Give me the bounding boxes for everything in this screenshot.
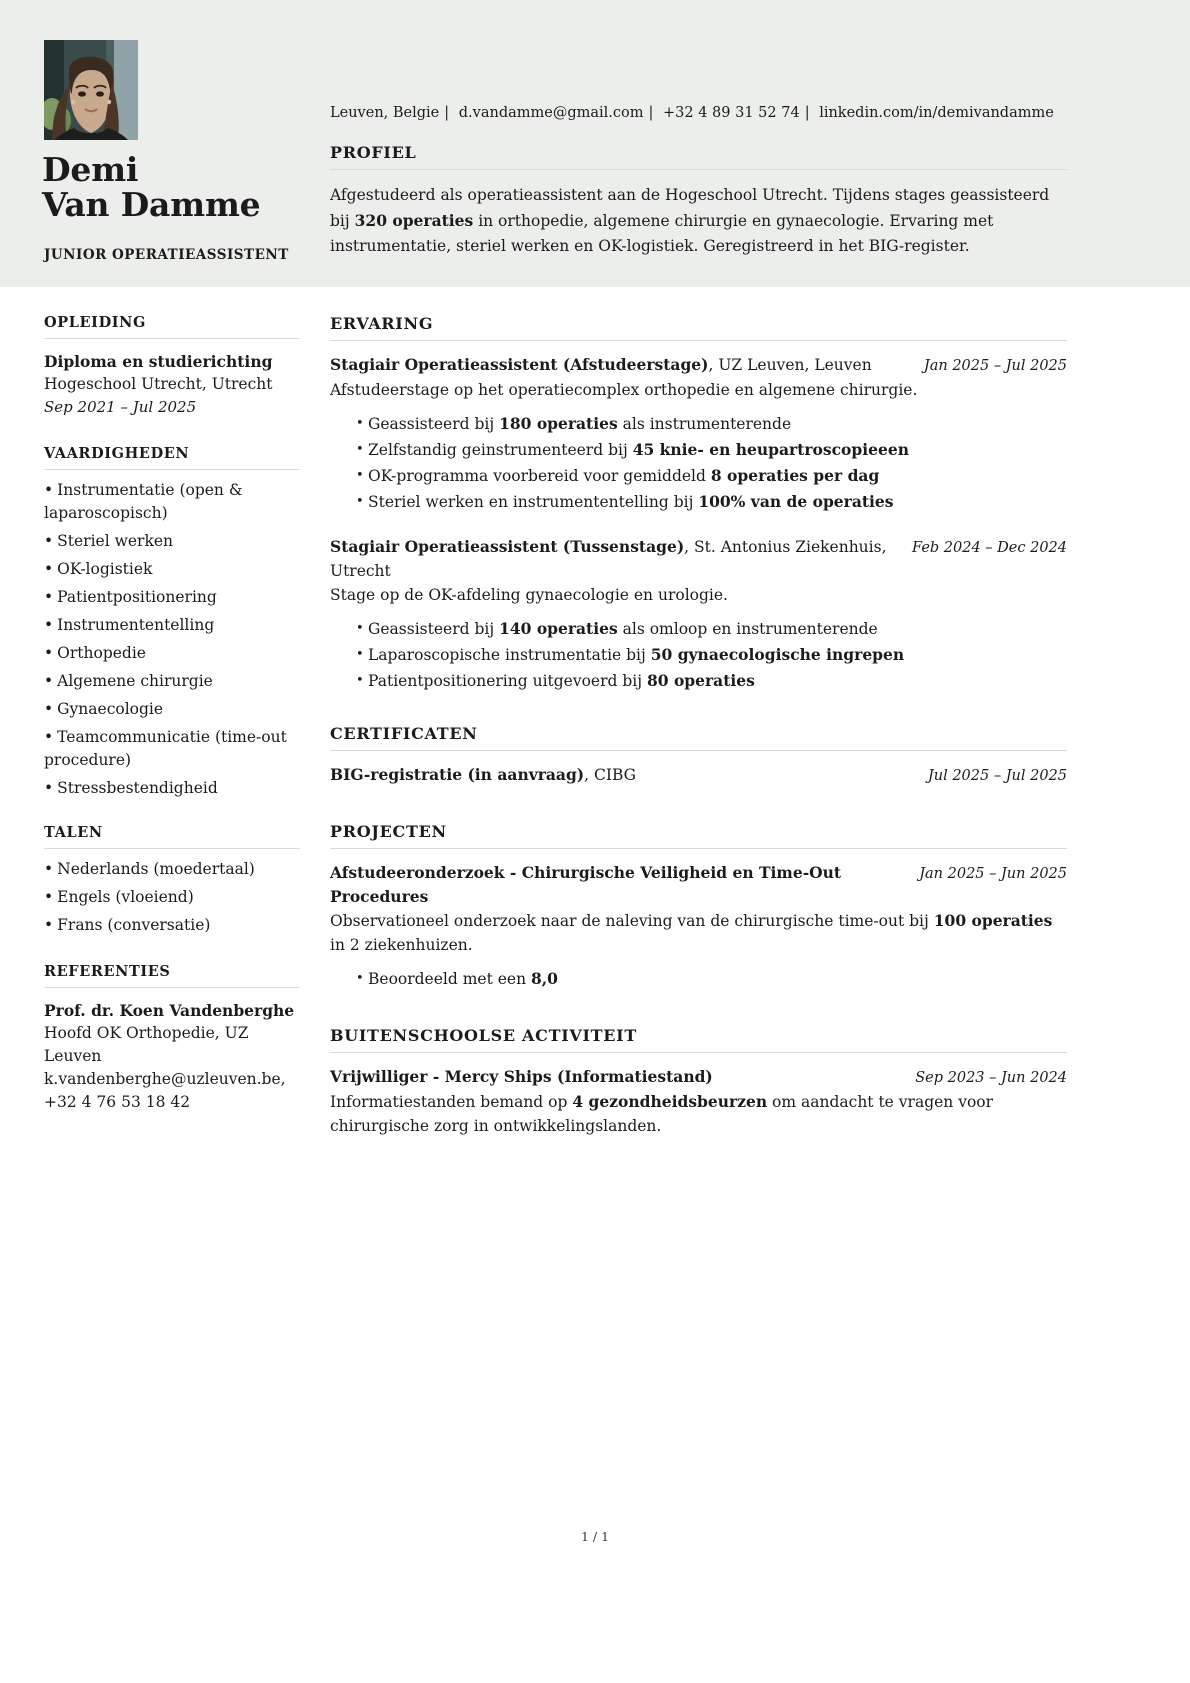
page-footer: 1 / 1	[580, 1529, 610, 1544]
list-item	[356, 489, 1067, 515]
skill-label: Instrumententelling	[57, 616, 215, 634]
entry-title-line	[330, 763, 928, 787]
bullet-pre: Patientpositionering uitgevoerd bij	[368, 672, 647, 690]
list-item	[356, 668, 1067, 694]
list-item	[356, 437, 1067, 463]
entry-title-line	[330, 535, 912, 583]
list-item	[356, 966, 1067, 992]
bullet-icon: •	[44, 779, 54, 797]
bullet-pre: Geassisteerd bij	[368, 415, 500, 433]
experience-title: Stagiair Operatieassistent (Afstudeerstage)	[330, 355, 709, 374]
language-label: Frans (conversatie)	[57, 916, 211, 934]
section-heading-buitenschools: BUITENSCHOOLSE ACTIVITEIT	[330, 1026, 637, 1045]
contact-separator-3: |	[804, 105, 810, 121]
experience-date: Jan 2025 – Jul 2025	[923, 358, 1067, 374]
bullet-icon: •	[44, 588, 54, 606]
section-heading-vaardigheden: VAARDIGHEDEN	[44, 445, 190, 462]
section-divider	[44, 338, 300, 339]
certificate-issuer: , CIBG	[584, 766, 637, 784]
entry-header	[330, 763, 1067, 788]
section-heading-opleiding: OPLEIDING	[44, 314, 146, 331]
bullet-pre: Zelfstandig geinstrumenteerd bij	[368, 441, 633, 459]
activity-description	[330, 1090, 1067, 1138]
reference-contact: k.vandenberghe@uzleuven.be, +32 4 76 53 18 42	[44, 1070, 286, 1111]
project-description	[330, 909, 1067, 957]
section-profiel	[330, 143, 1067, 259]
project-bullets	[330, 966, 1067, 992]
bullet-highlight: 80 operaties	[646, 671, 755, 690]
experience-company: , UZ Leuven, Leuven	[708, 356, 872, 374]
project-desc-pre: Observationeel onderzoek naar de naleving van de chirurgische time-out bij	[330, 912, 934, 930]
list-item	[44, 479, 300, 525]
section-opleiding	[44, 314, 300, 419]
avatar	[44, 40, 138, 140]
bullet-pre: Geassisteerd bij	[368, 620, 500, 638]
profiel-text-part2: in orthopedie, algemene chirurgie en gynaecologie. Ervaring met instrumentatie, steriel werken en OK-logistiek. Geregistreerd in het BIG-register.	[330, 212, 994, 255]
section-heading-certificaten: CERTIFICATEN	[330, 724, 478, 743]
bullet-highlight: 140 operaties	[499, 619, 618, 638]
list-item	[44, 670, 300, 693]
bullet-post: als omloop en instrumenterende	[617, 620, 878, 638]
project-desc-post: in 2 ziekenhuizen.	[330, 936, 473, 954]
section-divider	[44, 469, 300, 470]
list-item	[44, 642, 300, 665]
language-label: Nederlands (moedertaal)	[57, 860, 255, 878]
sidebar	[44, 314, 300, 1140]
experience-entry	[330, 353, 1067, 515]
bullet-icon: •	[44, 672, 54, 690]
list-item	[44, 614, 300, 637]
section-ervaring	[330, 314, 1067, 694]
section-divider	[330, 340, 1067, 341]
list-item	[44, 558, 300, 581]
section-heading-profiel: PROFIEL	[330, 143, 417, 162]
experience-bullets	[330, 616, 1067, 694]
bullet-pre: Beoordeeld met een	[368, 970, 531, 988]
first-name: Demi	[42, 150, 139, 189]
bullet-icon: •	[44, 616, 54, 634]
reference-name: Prof. dr. Koen Vandenberghe	[44, 1001, 295, 1020]
bullet-pre: Laparoscopische instrumentatie bij	[368, 646, 651, 664]
skill-label: Algemene chirurgie	[57, 672, 213, 690]
bullet-icon: •	[44, 860, 54, 878]
activity-desc-post: om aandacht te vragen voor chirurgische zorg in ontwikkelingslanden.	[330, 1093, 994, 1135]
bullet-highlight: 8,0	[531, 969, 558, 988]
bullet-icon: •	[44, 644, 54, 662]
entry-spacer	[330, 519, 1067, 535]
list-item	[44, 698, 300, 721]
bullet-icon: •	[44, 532, 54, 550]
experience-title: Stagiair Operatieassistent (Tussenstage)	[330, 537, 685, 556]
skills-list	[44, 479, 300, 800]
contact-phone[interactable]: +32 4 89 31 52 74	[663, 105, 800, 121]
section-heading-referenties: REFERENTIES	[44, 963, 171, 980]
list-item	[44, 586, 300, 609]
section-referenties	[44, 963, 300, 1114]
section-heading-talen: TALEN	[44, 824, 103, 841]
list-item	[44, 530, 300, 553]
bullet-icon: •	[44, 700, 54, 718]
section-heading-projecten: PROJECTEN	[330, 822, 447, 841]
entry-title-line	[330, 353, 924, 377]
reference-position: Hoofd OK Orthopedie, UZ Leuven	[44, 1024, 249, 1065]
section-divider	[44, 848, 300, 849]
entry-title-line	[330, 1065, 915, 1089]
contact-line	[330, 104, 1070, 122]
certificate-entry	[330, 763, 1067, 788]
list-item	[44, 726, 300, 772]
page-title	[42, 152, 342, 222]
bullet-highlight: 100% van de operaties	[698, 492, 894, 511]
experience-date: Feb 2024 – Dec 2024	[912, 540, 1067, 556]
bullet-icon: •	[44, 916, 54, 934]
job-role: JUNIOR OPERATIEASSISTENT	[44, 247, 289, 263]
bullet-highlight: 45 knie- en heupartroscopieeen	[632, 440, 909, 459]
certificate-title: BIG-registratie (in aanvraag)	[330, 765, 585, 784]
experience-entry	[330, 535, 1067, 694]
bullet-post: als instrumenterende	[617, 415, 792, 433]
skill-label: Steriel werken	[57, 532, 173, 550]
list-item	[44, 858, 300, 881]
bullet-highlight: 8 operaties per dag	[710, 466, 880, 485]
main-column	[330, 314, 1067, 1168]
skill-label: OK-logistiek	[57, 560, 153, 578]
section-buitenschoolse-activiteit	[330, 1026, 1067, 1138]
bullet-highlight: 180 operaties	[499, 414, 618, 433]
list-item	[44, 914, 300, 937]
entry-header	[330, 353, 1067, 378]
activity-desc-pre: Informatiestanden bemand op	[330, 1093, 573, 1111]
bullet-highlight: 50 gynaecologische ingrepen	[650, 645, 905, 664]
section-vaardigheden	[44, 445, 300, 800]
section-talen	[44, 824, 300, 937]
project-entry	[330, 861, 1067, 992]
skill-label: Stressbestendigheid	[57, 779, 218, 797]
languages-list	[44, 858, 300, 937]
bullet-icon: •	[44, 481, 54, 499]
experience-description: Afstudeerstage op het operatiecomplex orthopedie en algemene chirurgie.	[330, 381, 918, 399]
skill-label: Patientpositionering	[57, 588, 217, 606]
project-desc-highlight: 100 operaties	[933, 911, 1053, 930]
certificate-date: Jul 2025 – Jul 2025	[927, 768, 1067, 784]
profiel-highlight: 320 operaties	[354, 211, 474, 230]
activity-title: Vrijwilliger - Mercy Ships (Informatiestand)	[330, 1067, 713, 1086]
contact-location: Leuven, Belgie	[330, 105, 440, 121]
activity-date: Sep 2023 – Jun 2024	[915, 1070, 1067, 1086]
list-item	[356, 642, 1067, 668]
list-item	[356, 411, 1067, 437]
bullet-pre: Steriel werken en instrumententelling bij	[368, 493, 699, 511]
entry-header	[330, 535, 1067, 583]
section-divider	[330, 848, 1067, 849]
section-divider	[44, 987, 300, 988]
skill-label: Teamcommunicatie (time-out procedure)	[44, 728, 287, 769]
activity-entry	[330, 1065, 1067, 1138]
bullet-icon: •	[44, 560, 54, 578]
education-title: Diploma en studierichting	[44, 352, 273, 371]
section-divider	[330, 169, 1067, 170]
skill-label: Orthopedie	[57, 644, 146, 662]
last-name: Van Damme	[42, 185, 261, 224]
skill-label: Instrumentatie (open & laparoscopisch)	[44, 481, 243, 522]
section-divider	[330, 750, 1067, 751]
project-date: Jan 2025 – Jun 2025	[919, 866, 1067, 882]
list-item	[44, 777, 300, 800]
education-institution: Hogeschool Utrecht, Utrecht	[44, 375, 273, 393]
list-item	[356, 463, 1067, 489]
skill-label: Gynaecologie	[57, 700, 164, 718]
project-title: Afstudeeronderzoek - Chirurgische Veiligheid en Time-Out Procedures	[330, 863, 842, 906]
education-date: Sep 2021 – Jul 2025	[44, 398, 197, 416]
bullet-icon: •	[44, 888, 54, 906]
profile-photo-icon	[44, 40, 138, 140]
activity-desc-highlight: 4 gezondheidsbeurzen	[572, 1092, 768, 1111]
experience-company: , St. Antonius Ziekenhuis, Utrecht	[330, 538, 887, 580]
entry-title-line	[330, 861, 919, 909]
entry-header	[330, 1065, 1067, 1090]
language-label: Engels (vloeiend)	[57, 888, 194, 906]
entry-header	[330, 861, 1067, 909]
list-item	[356, 616, 1067, 642]
contact-separator-1: |	[444, 105, 450, 121]
experience-description: Stage op de OK-afdeling gynaecologie en urologie.	[330, 586, 728, 604]
contact-email[interactable]: d.vandamme@gmail.com	[458, 105, 644, 121]
section-heading-ervaring: ERVARING	[330, 314, 434, 333]
profiel-text-part1: Afgestudeerd als operatieassistent aan de Hogeschool Utrecht. Tijdens stages geassisteerd bij	[330, 186, 1050, 230]
contact-separator-2: |	[648, 105, 654, 121]
bullet-pre: OK-programma voorbereid voor gemiddeld	[368, 467, 711, 485]
list-item	[44, 886, 300, 909]
contact-linkedin[interactable]: linkedin.com/in/demivandamme	[819, 105, 1054, 121]
profiel-text	[330, 183, 1067, 259]
bullet-icon: •	[44, 728, 54, 746]
experience-bullets	[330, 411, 1067, 515]
section-certificaten	[330, 724, 1067, 788]
section-projecten	[330, 822, 1067, 992]
section-divider	[330, 1052, 1067, 1053]
